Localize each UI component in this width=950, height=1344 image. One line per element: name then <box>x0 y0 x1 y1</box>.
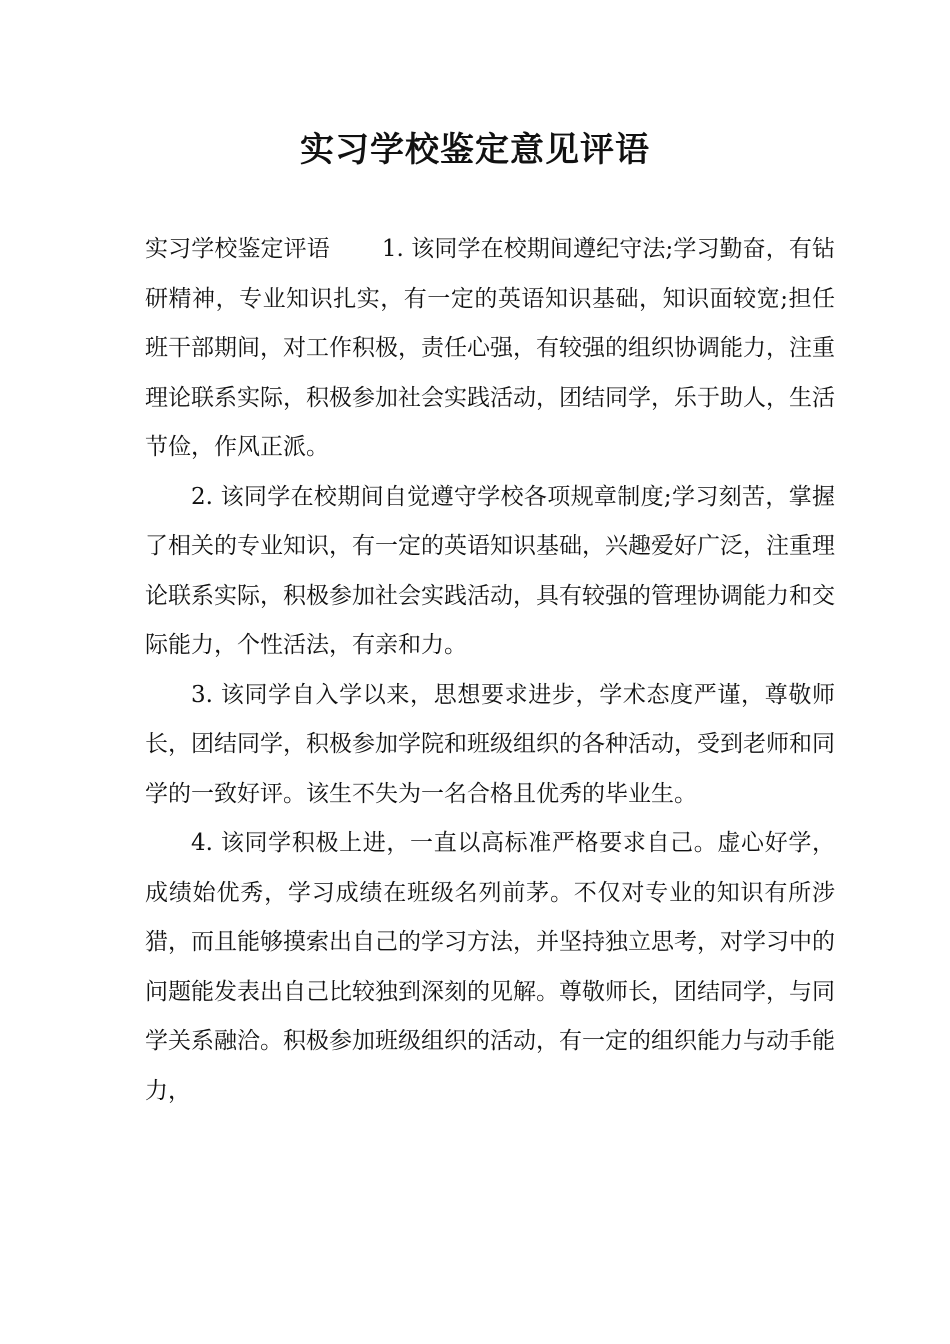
paragraph-3: 3. 该同学自入学以来，思想要求进步，学术态度严谨，尊敬师长，团结同学，积极参加学院和班级组织的各种活动，受到老师和同学的一致好评。该生不失为一名合格且优秀的毕业生。 <box>145 681 835 807</box>
document-title: 实习学校鉴定意见评语 <box>300 130 650 170</box>
paragraph-2: 2. 该同学在校期间自觉遵守学校各项规章制度;学习刻苦，掌握了相关的专业知识，有一定的英语知识基础，兴趣爱好广泛，注重理论联系实际，积极参加社会实践活动，具有较强的管理协调能力和交际能力，个性活法，有亲和力。 <box>145 483 835 658</box>
paragraph-4: 4. 该同学积极上进，一直以高标准严格要求自己。虚心好学，成绩始优秀，学习成绩在班级名列前茅。不仅对专业的知识有所涉猎，而且能够摸索出自己的学习方法，并坚持独立思考，对学习中的问题能发表出自己比较独到深刻的见解。尊敬师长，团结同学，与同学关系融洽。积极参加班级组织的活动，有一定的组织能力与动手能力， <box>145 830 835 1104</box>
lead-label: 实习学校鉴定评语 <box>145 236 330 262</box>
document-body <box>145 225 835 1116</box>
paragraph-1 <box>145 225 835 473</box>
paragraph-1-text: 1. 该同学在校期间遵纪守法;学习勤奋，有钻研精神，专业知识扎实，有一定的英语知识基础，知识面较宽;担任班干部期间，对工作积极，责任心强，有较强的组织协调能力，注重理论联系实际，积极参加社会实践活动，团结同学，乐于助人，生活节俭，作风正派。 <box>145 236 835 460</box>
